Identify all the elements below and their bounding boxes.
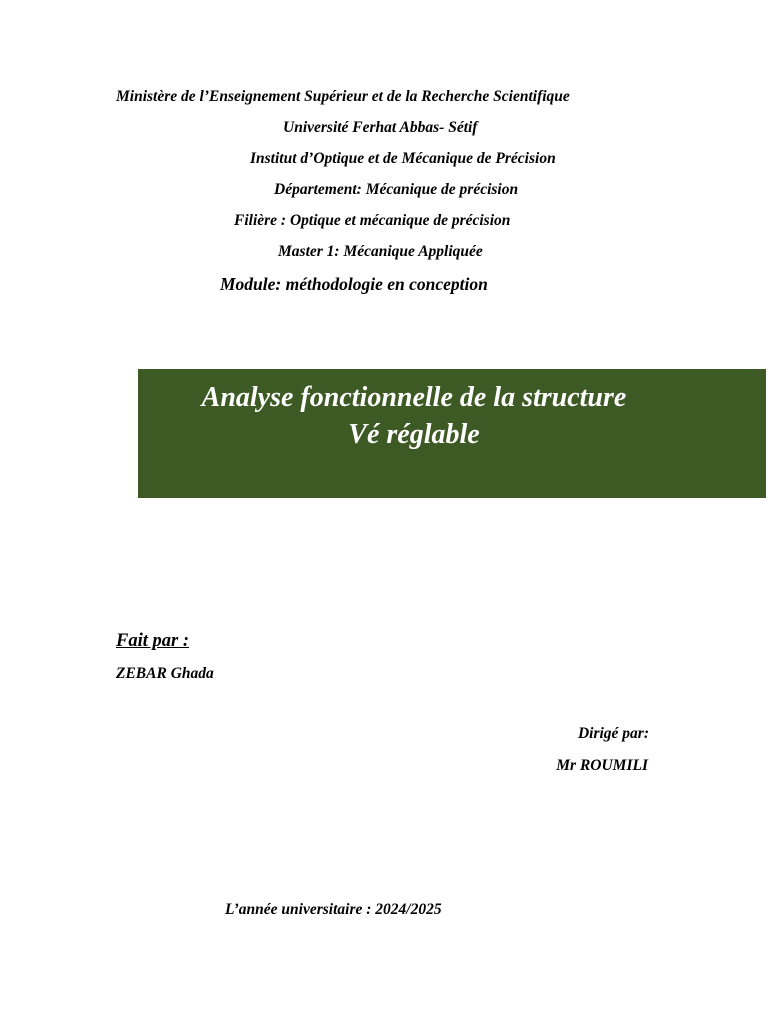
author-name: ZEBAR Ghada	[116, 665, 214, 682]
department-line: Département: Mécanique de précision	[274, 181, 519, 198]
academic-year: L’année universitaire : 2024/2025	[225, 901, 442, 918]
title-banner	[138, 369, 766, 498]
filiere-line: Filière : Optique et mécanique de précision	[234, 212, 511, 229]
module-line: Module: méthodologie en conception	[220, 274, 488, 294]
master-line: Master 1: Mécanique Appliquée	[278, 243, 483, 260]
supervisor-name: Mr ROUMILI	[556, 757, 648, 774]
supervisor-label: Dirigé par:	[577, 725, 649, 742]
document-title-line-2: Vé réglable	[348, 419, 480, 450]
university-line: Université Ferhat Abbas- Sétif	[283, 119, 478, 136]
institute-line: Institut d’Optique et de Mécanique de Précision	[250, 150, 556, 167]
author-label: Fait par :	[116, 631, 189, 651]
ministry-line: Ministère de l’Enseignement Supérieur et de la Recherche Scientifique	[116, 88, 570, 105]
document-title-line-1: Analyse fonctionnelle de la structure	[201, 382, 627, 413]
